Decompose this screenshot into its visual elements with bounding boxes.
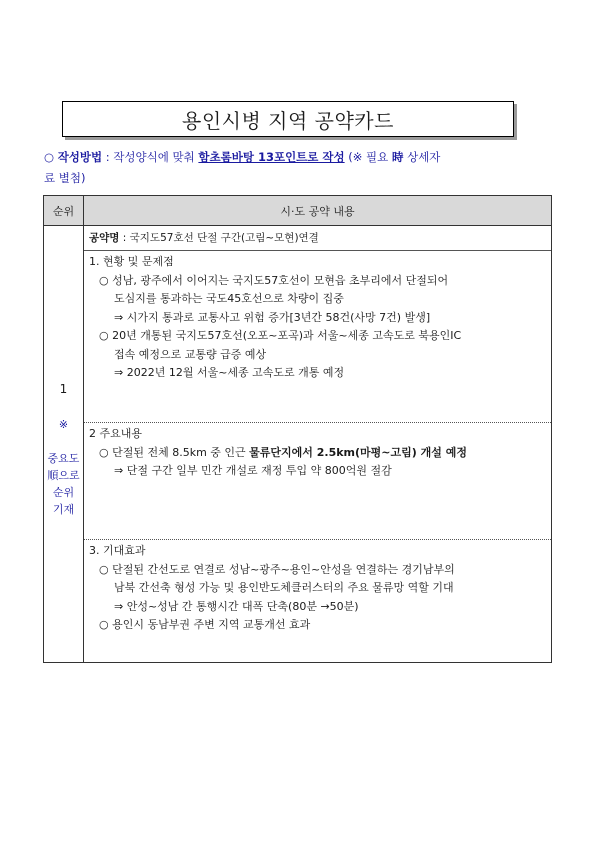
rank-number: 1 (59, 382, 68, 396)
pledge-label: 공약명 (89, 232, 120, 244)
rank-cell (44, 226, 84, 663)
arrow-line: ⇒ 2022년 12월 서울~세종 고속도로 개통 예정 (114, 366, 345, 379)
rank-note-line: 順으로 (47, 469, 80, 482)
pledge-table (43, 195, 552, 663)
bullet-line: 접속 예정으로 교통량 급증 예상 (114, 347, 267, 361)
content-cell (84, 226, 552, 663)
section-main-content (84, 425, 551, 540)
writing-method-note (44, 147, 554, 189)
method-line-2: 료 별첨) (44, 171, 86, 185)
bullet-line: ○ 성남, 광주에서 이어지는 국지도57호선이 모현읍 초부리에서 단절되어 (99, 273, 449, 287)
bullet-line (89, 444, 551, 463)
rank-note-mark: ※ (58, 418, 69, 431)
section-heading: 1. 현황 및 문제점 (89, 255, 174, 268)
rank-note-line: 기재 (52, 503, 75, 516)
method-text-2: (※ 필요 (344, 150, 392, 164)
arrow-line: ⇒ 단절 구간 일부 민간 개설로 재정 투입 약 800억원 절감 (114, 464, 392, 477)
section-heading: 2 주요내용 (89, 427, 142, 440)
bullet-line: 남북 간선축 형성 가능 및 용인반도체클러스터의 주요 물류망 역할 기대 (114, 581, 454, 594)
rank-note (44, 450, 83, 518)
method-marker: ○ (44, 150, 55, 164)
content-header: 시·도 공약 내용 (84, 196, 552, 226)
section-heading: 3. 기대효과 (89, 544, 146, 557)
bullet-bold-text: 물류단지에서 2.5km(마평~고림) 개설 예정 (249, 445, 467, 459)
page-title: 용인시병 지역 공약카드 (182, 108, 394, 133)
pledge-name-row (84, 226, 551, 251)
pledge-name: : 국지도57호선 단절 구간(고림~모현)연결 (119, 232, 319, 244)
title-box (62, 101, 514, 137)
method-label: 작성방법 (57, 150, 103, 164)
section-status (84, 253, 551, 423)
rank-header: 순위 (44, 196, 84, 226)
section-expected-effect (84, 542, 551, 635)
method-text-1: : 작성양식에 맞춰 (102, 150, 199, 164)
bullet-line: 도심지를 통과하는 국도45호선으로 차량이 집중 (114, 292, 344, 305)
method-underlined: 함초롬바탕 13포인트로 작성 (198, 150, 345, 164)
arrow-line: ⇒ 안성~성남 간 통행시간 대폭 단축(80분 →50분) (114, 599, 359, 613)
bullet-line: ○ 용인시 동남부권 주변 지역 교통개선 효과 (99, 618, 311, 631)
bullet-text: ○ 단절된 전체 8.5km 중 인근 (99, 445, 250, 459)
rank-note-line: 순위 (52, 486, 75, 499)
method-bold-char: 時 (391, 150, 404, 164)
bullet-line: ○ 20년 개통된 국지도57호선(오포~포곡)과 서울~세종 고속도로 북용인IC (99, 329, 462, 342)
method-text-3: 상세자 (403, 150, 441, 164)
bullet-line: ○ 단절된 간선도로 연결로 성남~광주~용인~안성을 연결하는 경기남부의 (99, 562, 455, 576)
rank-note-line: 중요도 (47, 452, 80, 465)
arrow-line: ⇒ 시가지 통과로 교통사고 위험 증가[3년간 58건(사망 7건) 발생] (114, 310, 431, 324)
